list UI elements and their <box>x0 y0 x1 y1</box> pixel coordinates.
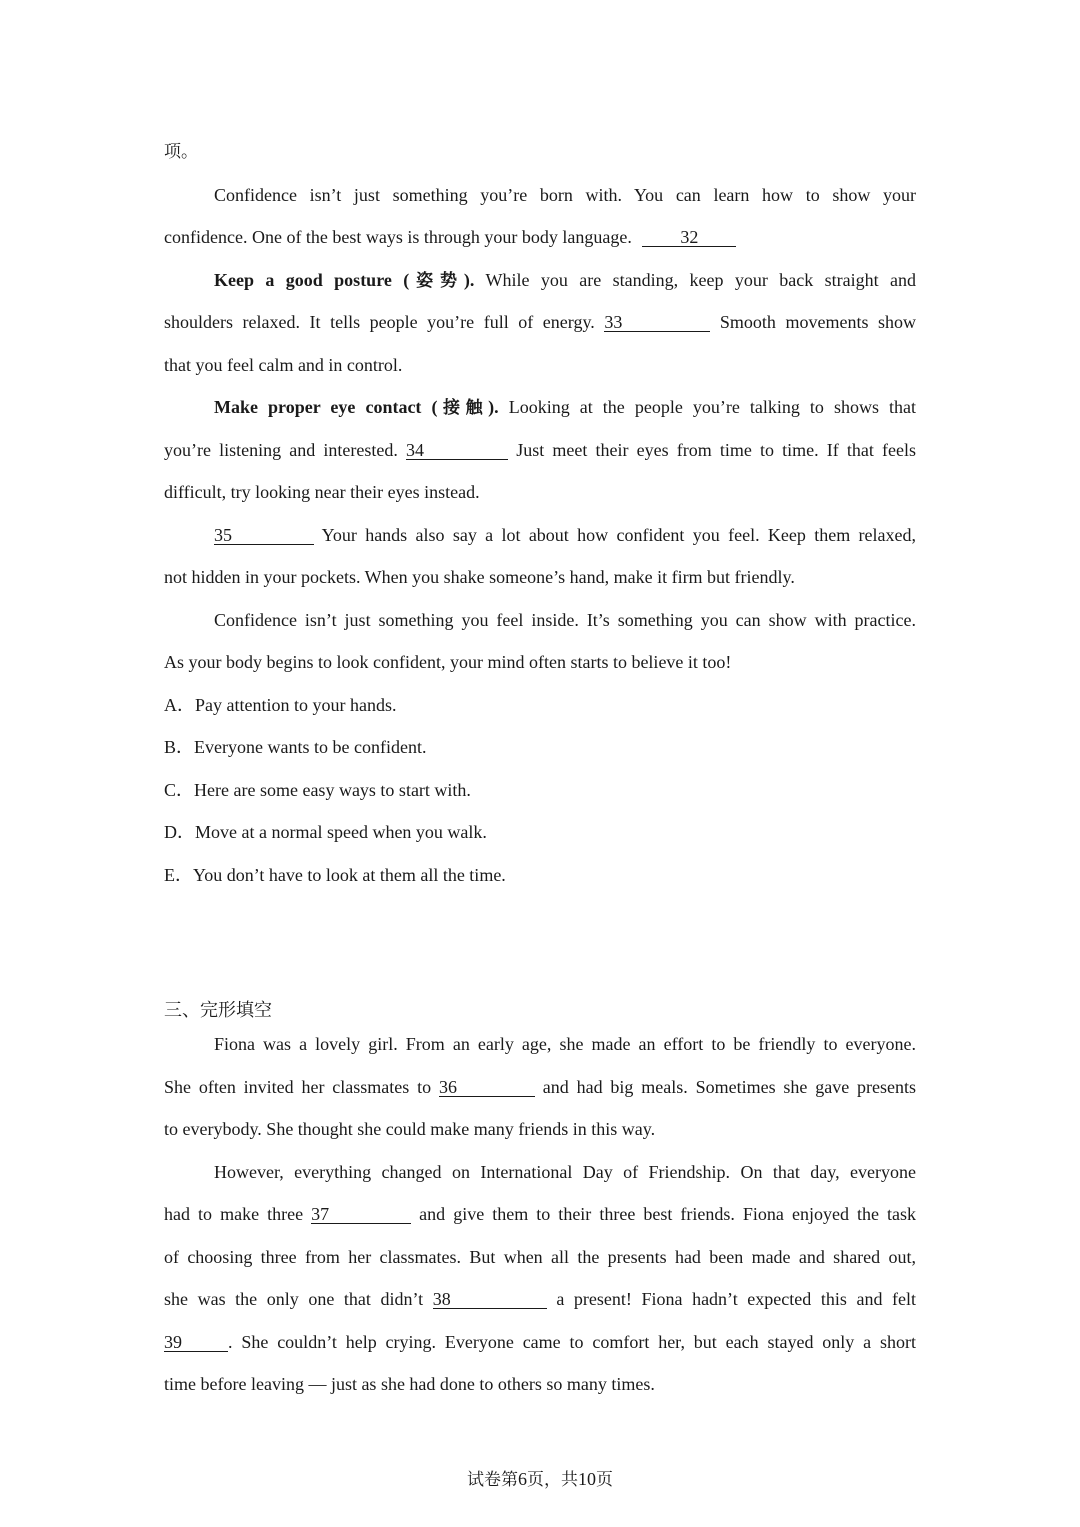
blank-36[interactable]: 36 <box>439 1078 535 1097</box>
option-text: Move at a normal speed when you walk. <box>195 822 487 842</box>
passage-text: While you are standing, keep your back straight and <box>485 270 916 290</box>
option-letter: E． <box>164 865 193 885</box>
footer-prefix: 试卷第 <box>467 1470 518 1490</box>
posture-heading <box>214 270 474 290</box>
cloze-p2-line6: time before leaving — just as she had done to others so many times. <box>164 1374 655 1394</box>
blank-33[interactable]: 33 <box>604 313 710 332</box>
option-letter: D． <box>164 822 195 842</box>
passage-text: and had big meals. Sometimes she gave presents <box>542 1077 917 1097</box>
posture-heading-end: ). <box>463 270 475 290</box>
option-a[interactable] <box>164 694 916 716</box>
passage-p2-line3: that you feel calm and in control. <box>164 355 403 375</box>
eye-contact-heading <box>214 397 499 417</box>
option-letter: B． <box>164 737 195 757</box>
passage-text: Your hands also say a lot about how confident you feel. Keep them relaxed, <box>321 525 916 545</box>
posture-heading-cn: 姿势 <box>409 271 464 291</box>
option-text: Here are some easy ways to start with. <box>194 780 471 800</box>
option-c[interactable] <box>164 779 916 801</box>
passage-text: . She couldn’t help crying. Everyone came to comfort her, but each stayed only a short <box>228 1332 916 1352</box>
option-b[interactable] <box>164 736 916 758</box>
cloze-p2-line5 <box>164 1331 916 1353</box>
passage-p4-line2: not hidden in your pockets. When you shake someone’s hand, make it firm but friendly. <box>164 567 795 587</box>
option-text: Everyone wants to be confident. <box>194 737 427 757</box>
section-title-cloze: 三、完形填空 <box>164 1000 272 1021</box>
previous-section-fragment: 项。 <box>164 142 198 162</box>
blank-35[interactable]: 35 <box>214 526 314 545</box>
eye-contact-heading-end: ). <box>488 397 499 417</box>
option-e[interactable] <box>164 864 916 886</box>
passage-p3-line3: difficult, try looking near their eyes instead. <box>164 482 480 502</box>
footer-total-pages: 10 <box>578 1469 596 1489</box>
passage-text: you’re listening and interested. <box>164 440 398 460</box>
passage-p2-line1 <box>214 269 916 292</box>
passage-text: she was the only one that didn’t <box>164 1289 424 1309</box>
cloze-p2-line2 <box>164 1203 916 1225</box>
passage-text: She often invited her classmates to <box>164 1077 432 1097</box>
passage-text: confidence. One of the best ways is through your body language. <box>164 227 632 247</box>
footer-mid: 页，共 <box>527 1470 578 1490</box>
passage-p1-line1: Confidence isn’t just something you’re born with. You can learn how to show your <box>214 185 916 205</box>
blank-39[interactable]: 39 <box>164 1333 228 1352</box>
passage-text: Smooth movements show <box>719 312 917 332</box>
passage-p1-line2 <box>164 226 916 248</box>
eye-contact-heading-cn: 接触 <box>437 398 489 418</box>
blank-37[interactable]: 37 <box>311 1205 411 1224</box>
cloze-p1-line3: to everybody. She thought she could make many friends in this way. <box>164 1119 656 1139</box>
cloze-p2-line3: of choosing three from her classmates. But when all the presents had been made and shared out, <box>164 1247 916 1267</box>
passage-p2-line2 <box>164 311 916 333</box>
blank-38[interactable]: 38 <box>433 1290 547 1309</box>
passage-text: Looking at the people you’re talking to shows that <box>508 397 917 417</box>
passage-text: had to make three <box>164 1204 304 1224</box>
posture-heading-text: Keep a good posture ( <box>214 270 410 290</box>
blank-34[interactable]: 34 <box>406 441 508 460</box>
passage-p3-line2 <box>164 439 916 461</box>
passage-p3-line1 <box>214 396 916 419</box>
cloze-p1-line1: Fiona was a lovely girl. From an early age, she made an effort to be friendly to everyone. <box>214 1034 916 1054</box>
footer-suffix: 页 <box>596 1470 613 1490</box>
option-text: You don’t have to look at them all the time. <box>193 865 506 885</box>
passage-p4-line1 <box>214 524 916 546</box>
cloze-p2-line4 <box>164 1288 916 1310</box>
passage-p5-line2: As your body begins to look confident, your mind often starts to believe it too! <box>164 652 732 672</box>
cloze-p1-line2 <box>164 1076 916 1098</box>
option-text: Pay attention to your hands. <box>195 695 397 715</box>
passage-text: and give them to their three best friends. Fiona enjoyed the task <box>419 1204 917 1224</box>
passage-text: shoulders relaxed. It tells people you’re full of energy. <box>164 312 595 332</box>
eye-contact-heading-text: Make proper eye contact ( <box>214 397 438 417</box>
option-d[interactable] <box>164 821 916 843</box>
blank-32[interactable]: 32 <box>642 228 736 247</box>
passage-text: Just meet their eyes from time to time. If that feels <box>516 440 917 460</box>
passage-text: a present! Fiona hadn’t expected this and felt <box>556 1289 917 1309</box>
option-letter: A． <box>164 695 195 715</box>
option-letter: C． <box>164 780 195 800</box>
footer-page-number: 6 <box>518 1469 527 1489</box>
passage-p5-line1: Confidence isn’t just something you feel inside. It’s something you can show with practice. <box>214 610 916 630</box>
cloze-p2-line1: However, everything changed on International Day of Friendship. On that day, everyone <box>214 1162 916 1182</box>
page-footer <box>0 1465 1080 1490</box>
